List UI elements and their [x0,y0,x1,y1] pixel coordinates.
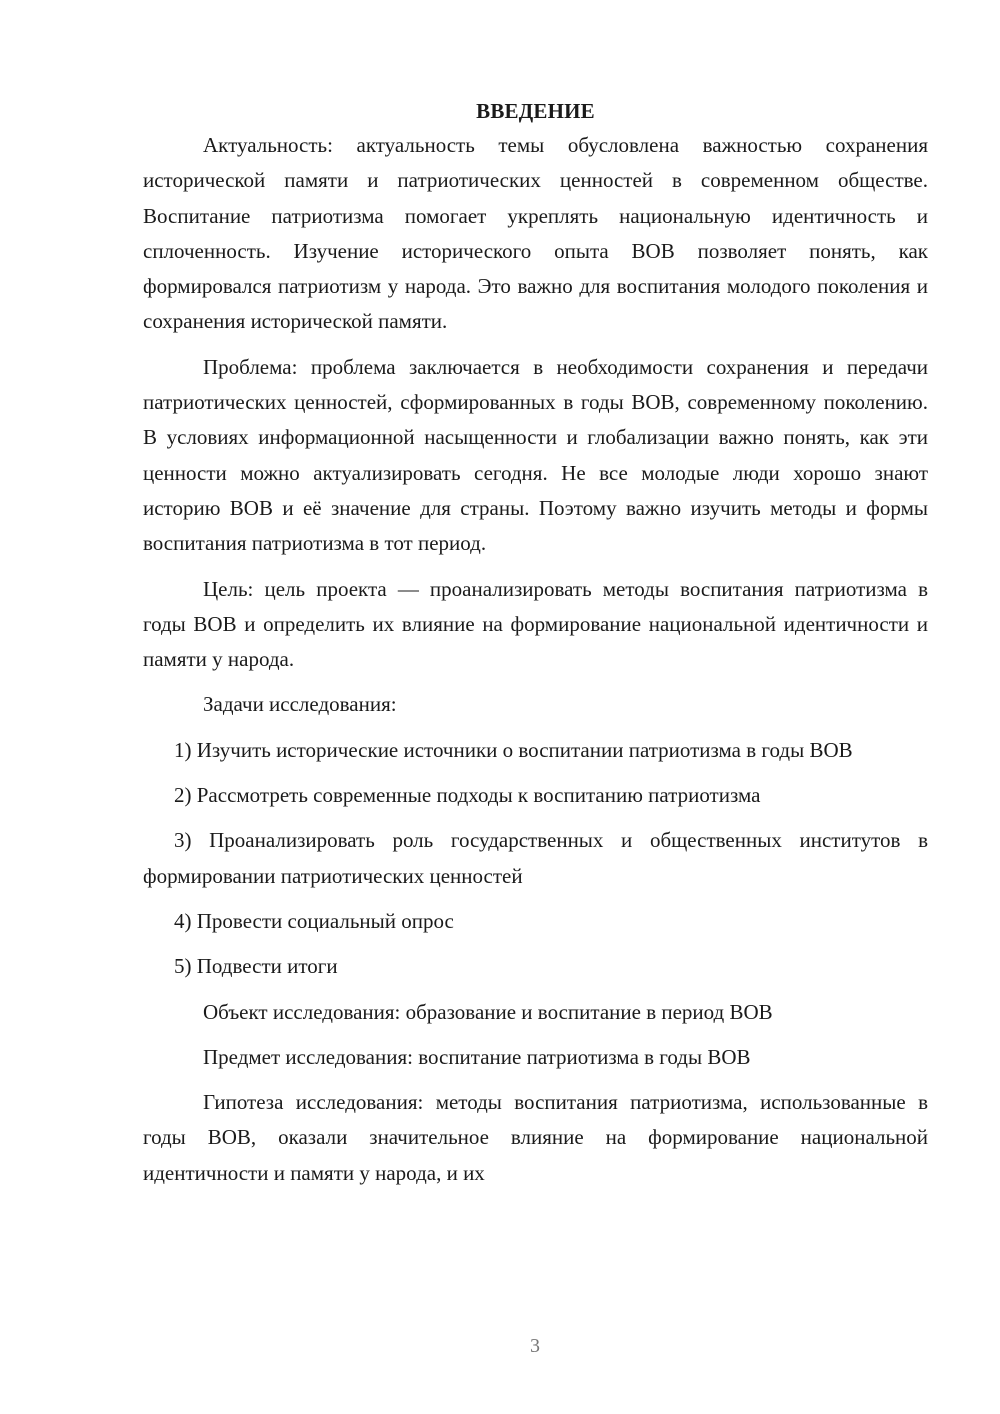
paragraph-hypothesis: Гипотеза исследования: методы воспитания патриотизма, использованные в годы ВОВ, оказали значительное влияние на формирование национальной идентичности и памяти у народа, и их [143,1090,928,1185]
task-item-4: 4) Провести социальный опрос [174,908,454,933]
paragraph-problem: Проблема: проблема заключается в необходимости сохранения и передачи патриотических ценностей, сформированных в годы ВОВ, современному поколению. В условиях информационной насыщенности и глобализации важно понять, как эти ценности можно актуализировать сегодня. Не все молодые люди хорошо знают историю ВОВ и её значение для страны. Поэтому важно изучить методы и формы воспитания патриотизма в тот период. [143,354,928,556]
task-item-3: 3) Проанализировать роль государственных и общественных институтов в формировании патриотических ценностей [143,828,928,888]
paragraph-tasks-heading: Задачи исследования: [203,692,397,717]
page-number: 3 [530,1335,540,1357]
document-page [143,96,928,1201]
paragraph-goal: Цель: цель проекта — проанализировать методы воспитания патриотизма в годы ВОВ и определить их влияние на формирование национальной идентичности и памяти у народа. [143,576,928,672]
paragraph-relevance: Актуальность: актуальность темы обусловлена важностью сохранения исторической памяти и патриотических ценностей в современном обществе. Воспитание патриотизма помогает укреплять национальную идентичность и сплоченность. Изучение исторического опыта ВОВ позволяет понять, как формировался патриотизм у народа. Это важно для воспитания молодого поколения и сохранения исторической памяти. [143,133,928,334]
paragraph-subject: Предмет исследования: воспитание патриотизма в годы ВОВ [203,1044,751,1069]
task-item-1: 1) Изучить исторические источники о воспитании патриотизма в годы ВОВ [174,737,853,762]
task-item-2: 2) Рассмотреть современные подходы к воспитанию патриотизма [174,783,761,808]
task-item-5: 5) Подвести итоги [174,954,338,979]
section-heading: ВВЕДЕНИЕ [476,99,595,123]
paragraph-object: Объект исследования: образование и воспитание в период ВОВ [203,999,773,1024]
